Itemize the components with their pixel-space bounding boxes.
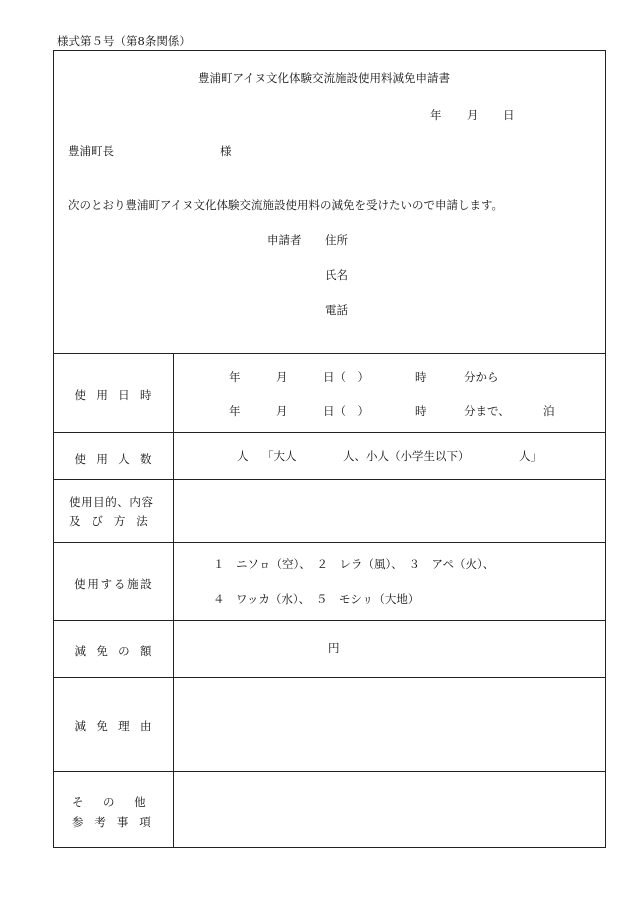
people-unit: 人: [237, 449, 249, 463]
usage-start-minute: 分から: [464, 370, 499, 384]
form-title: 豊浦町アイヌ文化体験交流施設使用料減免申請書: [198, 71, 450, 85]
form-number: 様式第５号（第8条関係）: [57, 34, 191, 48]
adults-label: 「大人: [262, 449, 297, 463]
amount-label: 減免の額: [74, 644, 162, 658]
date-day-label: 日: [503, 108, 515, 122]
application-statement: 次のとおり豊浦町アイヌ文化体験交流施設使用料の減免を受けたいので申請します。: [68, 198, 504, 212]
other-label-line2: 参考事項: [72, 815, 162, 829]
addressee-honorific: 様: [220, 144, 232, 158]
usage-end-hour: 時: [415, 404, 427, 418]
usage-people-label: 使用人数: [74, 452, 162, 466]
applicant-name-label: 氏名: [325, 268, 348, 282]
addressee-name: 豊浦町長: [68, 144, 114, 158]
row-divider: [53, 677, 606, 678]
facilities-label: 使用する施設: [74, 577, 154, 591]
usage-start-month: 月: [276, 370, 288, 384]
row-divider: [53, 353, 606, 354]
usage-end-month: 月: [276, 404, 288, 418]
row-divider: [53, 620, 606, 621]
purpose-label-line2: 及び方法: [69, 514, 159, 528]
row-divider: [53, 542, 606, 543]
usage-datetime-label: 使用日時: [74, 388, 162, 402]
usage-start-hour: 時: [415, 370, 427, 384]
usage-nights: 泊: [543, 404, 555, 418]
date-month-label: 月: [467, 108, 479, 122]
usage-start-year: 年: [229, 370, 241, 384]
usage-end-day: 日（ ）: [323, 404, 369, 418]
usage-end-year: 年: [229, 404, 241, 418]
other-label-line1: その他: [72, 795, 166, 809]
row-divider: [53, 771, 606, 772]
children-label: 人、小人（小学生以下）: [343, 449, 470, 463]
applicant-address-label: 住所: [325, 233, 348, 247]
reason-label: 減免理由: [74, 719, 162, 733]
row-divider: [53, 479, 606, 480]
applicant-phone-label: 電話: [325, 303, 348, 317]
column-divider: [173, 353, 174, 848]
purpose-label-line1: 使用目的、内容: [69, 495, 154, 509]
row-divider: [53, 432, 606, 433]
usage-end-minute: 分まで、: [464, 404, 510, 418]
amount-yen-unit: 円: [328, 641, 340, 655]
children-unit: 人」: [519, 449, 542, 463]
date-year-label: 年: [430, 108, 442, 122]
facilities-line1: １ ニソㇿ（空）、 ２ レラ（風）、 ３ アペ（火）、: [213, 557, 495, 571]
usage-start-day: 日（ ）: [323, 370, 369, 384]
applicant-label: 申請者: [267, 233, 302, 247]
facilities-line2: ４ ワッカ（水）、 ５ モシㇼ（大地）: [213, 592, 420, 606]
